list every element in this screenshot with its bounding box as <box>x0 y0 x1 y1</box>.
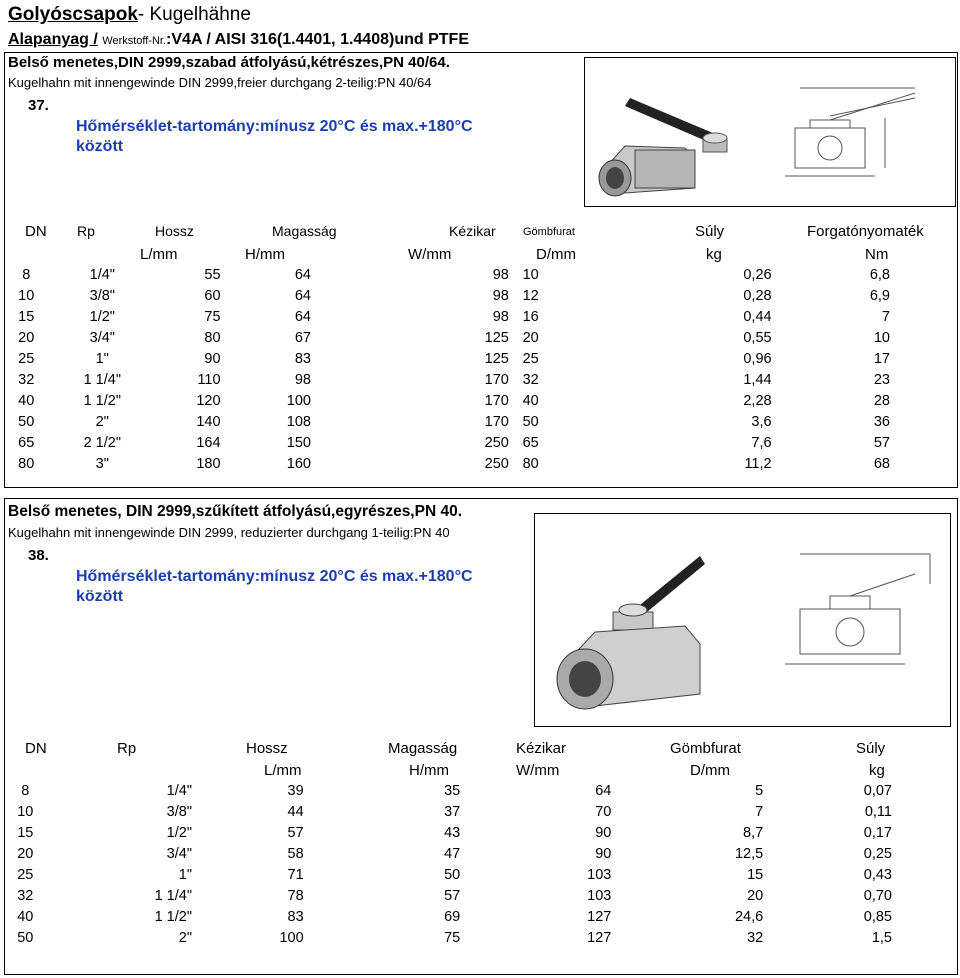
table-cell: 1" <box>95 350 109 367</box>
table-cell: 2,28 <box>743 392 772 409</box>
section-38-temp: Hőmérséklet-tartomány:mínusz 20°C és max.+180°C <box>76 568 473 585</box>
table-cell: 80 <box>204 329 221 346</box>
table-cell: 23 <box>873 371 890 388</box>
table-cell: 40 <box>18 392 35 409</box>
table-cell: 15 <box>17 824 34 841</box>
table-cell: 80 <box>18 455 35 472</box>
table-cell: 100 <box>286 392 311 409</box>
table-row <box>0 369 960 390</box>
t37-h-rp: Rp <box>77 223 95 239</box>
table-cell: 70 <box>595 803 612 820</box>
table-row <box>0 927 960 948</box>
table-row <box>0 906 960 927</box>
table-cell: 35 <box>444 782 461 799</box>
table-cell: 15 <box>18 308 35 325</box>
t38-h-magassag: Magasság <box>388 740 458 757</box>
table-cell: 98 <box>492 287 509 304</box>
table-cell: 50 <box>18 413 35 430</box>
table-cell: 69 <box>444 908 461 925</box>
table-cell: 75 <box>444 929 461 946</box>
table-cell: 170 <box>484 413 509 430</box>
table-row <box>0 285 960 306</box>
table-cell: 83 <box>287 908 304 925</box>
table-cell: 43 <box>444 824 461 841</box>
section-38-subtitle: Kugelhahn mit innengewinde DIN 2999, reduzierter durchgang 1-teilig:PN 40 <box>8 525 450 540</box>
table-cell: 15 <box>747 866 764 883</box>
table-cell: 1/4" <box>166 782 192 799</box>
table-cell: 20 <box>522 329 539 346</box>
table-cell: 40 <box>17 908 34 925</box>
t38-h-dn: DN <box>25 740 47 757</box>
table-cell: 3/4" <box>89 329 115 346</box>
section-38-temp-2: között <box>76 588 124 605</box>
table-cell: 1/2" <box>89 308 115 325</box>
table-cell: 160 <box>286 455 311 472</box>
table-cell: 2" <box>178 929 192 946</box>
table-cell: 6,9 <box>869 287 890 304</box>
table-row <box>0 432 960 453</box>
table-cell: 75 <box>204 308 221 325</box>
t37-u-kg: kg <box>706 246 722 263</box>
table-cell: 7,6 <box>751 434 772 451</box>
table-cell: 2 1/2" <box>83 434 121 451</box>
t37-h-kezikar: Kézikar <box>449 223 496 239</box>
table-row <box>0 780 960 801</box>
t38-h-kezikar: Kézikar <box>516 740 567 757</box>
table-cell: 50 <box>522 413 539 430</box>
t38-u-w: W/mm <box>516 762 560 779</box>
table-cell: 110 <box>197 371 221 388</box>
table-cell: 3/4" <box>166 845 192 862</box>
table-cell: 78 <box>287 887 304 904</box>
table-row <box>0 306 960 327</box>
table-cell: 6,8 <box>869 266 890 283</box>
table-row <box>0 348 960 369</box>
table-cell: 64 <box>294 266 311 283</box>
table-cell: 250 <box>484 434 509 451</box>
table-cell: 0,70 <box>863 887 892 904</box>
table-cell: 8,7 <box>743 824 764 841</box>
table-row <box>0 411 960 432</box>
table-cell: 1 1/2" <box>154 908 192 925</box>
table-cell: 0,17 <box>863 824 892 841</box>
table-cell: 50 <box>444 866 461 883</box>
table-cell: 5 <box>755 782 764 799</box>
table-cell: 8 <box>21 782 30 799</box>
t38-h-rp: Rp <box>117 740 137 757</box>
table-cell: 3/8" <box>166 803 192 820</box>
table-cell: 1 1/4" <box>83 371 121 388</box>
ball-valve-2piece-icon <box>585 58 955 206</box>
table-cell: 1 1/2" <box>83 392 121 409</box>
table-cell: 71 <box>287 866 304 883</box>
table-cell: 103 <box>587 887 612 904</box>
table-row <box>0 390 960 411</box>
table-cell: 55 <box>204 266 221 283</box>
table-cell: 10 <box>873 329 890 346</box>
table-37 <box>0 264 960 474</box>
table-row <box>0 801 960 822</box>
table-cell: 1" <box>178 866 192 883</box>
table-cell: 0,96 <box>743 350 772 367</box>
table-cell: 1 1/4" <box>154 887 192 904</box>
t37-u-h: H/mm <box>245 246 285 263</box>
table-cell: 65 <box>18 434 35 451</box>
table-cell: 127 <box>587 908 612 925</box>
table-cell: 103 <box>587 866 612 883</box>
section-37-temp-2: között <box>76 138 124 155</box>
table-cell: 7 <box>755 803 764 820</box>
t37-u-l: L/mm <box>140 246 178 263</box>
table-row <box>0 327 960 348</box>
table-cell: 57 <box>444 887 461 904</box>
table-cell: 28 <box>873 392 890 409</box>
table-cell: 8 <box>22 266 31 283</box>
table-cell: 140 <box>196 413 221 430</box>
table-cell: 47 <box>444 845 461 862</box>
table-cell: 0,85 <box>863 908 892 925</box>
table-cell: 40 <box>522 392 539 409</box>
table-cell: 64 <box>595 782 612 799</box>
table-row <box>0 264 960 285</box>
table-row <box>0 453 960 474</box>
section-38-title: Belső menetes, DIN 2999,szűkített átfolyású,egyrészes,PN 40. <box>8 503 463 520</box>
page-title <box>8 4 251 26</box>
table-cell: 1,44 <box>743 371 772 388</box>
t38-u-d: D/mm <box>690 762 730 779</box>
table-cell: 90 <box>204 350 221 367</box>
table-cell: 44 <box>287 803 304 820</box>
table-cell: 80 <box>522 455 539 472</box>
material-line <box>8 31 469 49</box>
table-cell: 3" <box>95 455 109 472</box>
table-cell: 164 <box>196 434 221 451</box>
table-cell: 125 <box>484 329 509 346</box>
table-cell: 1,5 <box>871 929 892 946</box>
table-cell: 10 <box>18 287 35 304</box>
table-cell: 150 <box>286 434 311 451</box>
table-cell: 37 <box>444 803 461 820</box>
table-38 <box>0 780 960 948</box>
product-image-37 <box>584 57 956 207</box>
material-small: Werkstoff-Nr. <box>102 35 167 47</box>
table-cell: 83 <box>294 350 311 367</box>
t37-h-magassag: Magasság <box>272 223 337 239</box>
table-cell: 36 <box>873 413 890 430</box>
table-cell: 32 <box>17 887 34 904</box>
t38-u-kg: kg <box>869 762 885 779</box>
table-cell: 0,11 <box>864 803 892 820</box>
table-cell: 60 <box>204 287 221 304</box>
table-cell: 12,5 <box>734 845 764 862</box>
table-cell: 32 <box>522 371 539 388</box>
table-cell: 98 <box>492 308 509 325</box>
section-37-temp: Hőmérséklet-tartomány:mínusz 20°C és max.+180°C <box>76 118 473 135</box>
table-cell: 32 <box>18 371 35 388</box>
section-37-subtitle: Kugelhahn mit innengewinde DIN 2999,freier durchgang 2-teilig:PN 40/64 <box>8 75 432 90</box>
table-cell: 0,44 <box>743 308 772 325</box>
t37-u-d: D/mm <box>536 246 576 263</box>
table-cell: 57 <box>873 434 890 451</box>
t37-u-w: W/mm <box>408 246 452 263</box>
table-cell: 1/2" <box>166 824 192 841</box>
table-row <box>0 822 960 843</box>
table-cell: 98 <box>492 266 509 283</box>
table-cell: 25 <box>18 350 35 367</box>
table-cell: 3,6 <box>751 413 772 430</box>
table-cell: 10 <box>17 803 34 820</box>
table-cell: 57 <box>287 824 304 841</box>
table-cell: 32 <box>747 929 764 946</box>
section-38-number: 38. <box>28 547 49 564</box>
table-cell: 65 <box>522 434 539 451</box>
t37-h-gombfurat: Gömbfurat <box>523 226 575 238</box>
table-cell: 2" <box>95 413 109 430</box>
t38-u-h: H/mm <box>409 762 449 779</box>
table-cell: 90 <box>595 845 612 862</box>
table-cell: 68 <box>873 455 890 472</box>
table-cell: 0,55 <box>743 329 772 346</box>
table-cell: 20 <box>747 887 764 904</box>
table-cell: 90 <box>595 824 612 841</box>
table-cell: 100 <box>279 929 304 946</box>
t37-u-nm: Nm <box>865 246 889 263</box>
table-cell: 64 <box>294 287 311 304</box>
t37-h-hossz: Hossz <box>155 223 194 239</box>
table-row <box>0 864 960 885</box>
table-cell: 10 <box>522 266 539 283</box>
table-cell: 170 <box>484 371 509 388</box>
title-main: Golyóscsapok <box>8 4 138 25</box>
table-row <box>0 843 960 864</box>
table-cell: 108 <box>286 413 311 430</box>
table-cell: 58 <box>287 845 304 862</box>
table-cell: 127 <box>587 929 612 946</box>
product-image-38 <box>534 513 951 727</box>
table-cell: 17 <box>873 350 890 367</box>
table-row <box>0 885 960 906</box>
table-cell: 120 <box>196 392 221 409</box>
table-cell: 0,28 <box>743 287 772 304</box>
t38-h-hossz: Hossz <box>246 740 288 757</box>
t37-h-dn: DN <box>25 223 47 240</box>
table-cell: 0,25 <box>863 845 892 862</box>
t37-h-suly: Súly <box>695 223 725 240</box>
table-cell: 3/8" <box>89 287 115 304</box>
ball-valve-1piece-icon <box>535 514 950 726</box>
table-cell: 11,2 <box>744 455 772 472</box>
table-cell: 1/4" <box>89 266 115 283</box>
table-cell: 20 <box>18 329 35 346</box>
table-cell: 170 <box>484 392 509 409</box>
table-cell: 0,07 <box>863 782 892 799</box>
table-cell: 20 <box>17 845 34 862</box>
table-cell: 180 <box>196 455 221 472</box>
t38-h-suly: Súly <box>856 740 886 757</box>
table-cell: 250 <box>484 455 509 472</box>
table-cell: 7 <box>881 308 890 325</box>
material-label: Alapanyag / <box>8 31 98 48</box>
table-cell: 0,26 <box>743 266 772 283</box>
table-cell: 16 <box>522 308 539 325</box>
table-cell: 0,43 <box>863 866 892 883</box>
table-cell: 12 <box>522 287 539 304</box>
t38-h-gombfurat: Gömbfurat <box>670 740 741 757</box>
table-cell: 98 <box>294 371 311 388</box>
t37-h-nyomatek: Forgatónyomaték <box>807 223 924 240</box>
table-cell: 24,6 <box>734 908 764 925</box>
table-cell: 25 <box>522 350 539 367</box>
table-cell: 64 <box>294 308 311 325</box>
section-37-number: 37. <box>28 97 49 114</box>
title-sub: - Kugelhähne <box>137 4 251 25</box>
table-cell: 50 <box>17 929 34 946</box>
table-cell: 125 <box>484 350 509 367</box>
table-cell: 39 <box>287 782 304 799</box>
t38-u-l: L/mm <box>264 762 302 779</box>
material-value: :V4A / AISI 316(1.4401, 1.4408)und PTFE <box>166 31 469 48</box>
table-cell: 67 <box>294 329 311 346</box>
table-cell: 25 <box>17 866 34 883</box>
section-37-title: Belső menetes,DIN 2999,szabad átfolyású,kétrészes,PN 40/64. <box>8 54 450 71</box>
